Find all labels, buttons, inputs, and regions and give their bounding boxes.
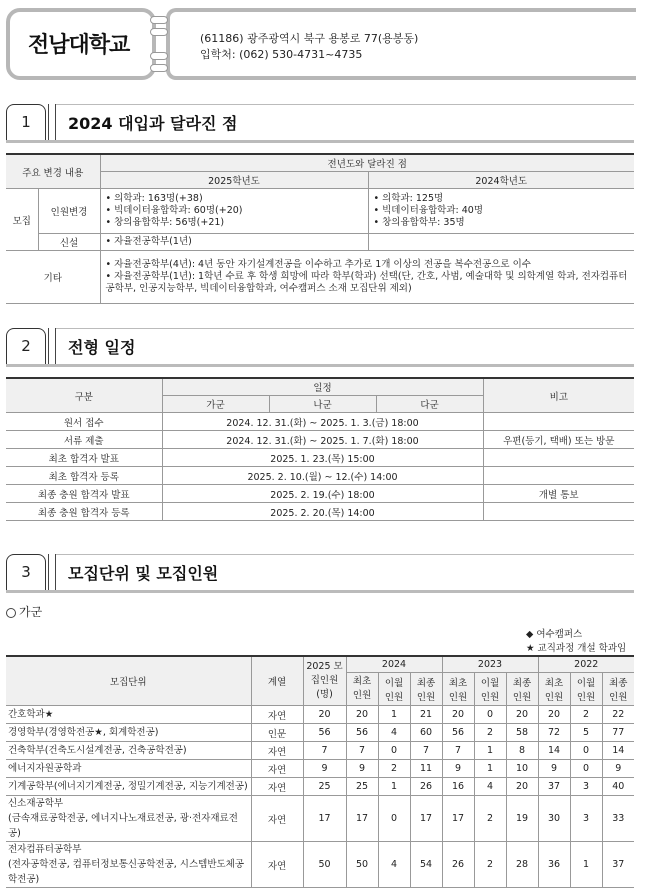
section-1-header [6,104,634,144]
col-da: 다군 [376,396,483,413]
section-rule [56,328,634,329]
value-cell: 20 [538,706,570,724]
value-cell: 11 [410,760,442,778]
table-row [6,485,634,503]
phone-text: 입학처: (062) 530-4731~4735 [200,48,363,61]
subtitle-ga [6,603,42,620]
table-row [6,760,634,778]
col-field: 계열 [251,656,303,706]
col-main-changes: 주요 변경 내용 [6,154,100,189]
col-final: 최종 인원 [410,673,442,706]
list-item: • 빅데이터융합학과: 60명(+20) [106,205,365,217]
value-cell: 56 [346,724,378,742]
row-label: 서류 제출 [6,431,162,449]
value-cell: 26 [442,842,474,888]
value-cell: 54 [410,842,442,888]
section-title: 2024 대입과 달라진 점 [68,114,238,133]
col-category: 구분 [6,378,162,413]
unit-cell [6,796,251,842]
value-cell: 4 [474,778,506,796]
list-item: • 창의융합학부: 56명(+21) [106,217,365,229]
col-unit: 모집단위 [6,656,251,706]
value-cell: 2 [474,842,506,888]
section-rule [56,554,634,555]
value-cell: 2 [474,724,506,742]
section-2-header [6,328,634,368]
value-cell: 17 [410,796,442,842]
col-year: 2023 [442,656,538,673]
value-cell: 5 [570,724,602,742]
row-label-other: 기타 [6,251,100,304]
value-cell: 37 [538,778,570,796]
value-cell: 77 [602,724,634,742]
col-final: 최종 인원 [506,673,538,706]
subtitle-text: 가군 [19,605,43,619]
value-cell: 20 [506,706,538,724]
section-divider [48,328,56,364]
value-cell: 1 [378,778,410,796]
value-cell: 0 [570,742,602,760]
value-cell: 9 [538,760,570,778]
value-cell: 2 [474,796,506,842]
value-cell: 17 [442,796,474,842]
col-carry: 이월 인원 [378,673,410,706]
unit-cell [6,706,251,724]
row-label: 최초 합격자 발표 [6,449,162,467]
field-cell: 인문 [251,724,303,742]
list-item: • 의학과: 125명 [374,193,632,205]
value-cell: 14 [602,742,634,760]
value-cell: 2 [570,706,602,724]
quota-2025-cell: 7 [303,742,346,760]
value-cell: 20 [346,706,378,724]
value-cell: 9 [346,760,378,778]
unit-name: 에너지자원공학과 [8,763,82,774]
col-2025-quota: 2025 모집인원 (명) [303,656,346,706]
list-item: • 자율전공학부(4년): 4년 동안 자기설계전공을 이수하고 추가로 1개 이상의 전공을 복수전공으로 이수 [106,259,632,271]
section-underline [6,590,634,593]
value-cell: 1 [570,842,602,888]
field-cell: 자연 [251,796,303,842]
field-cell: 자연 [251,742,303,760]
list-item: • 의학과: 163명(+38) [106,193,365,205]
unit-cell [6,760,251,778]
value-cell: 7 [410,742,442,760]
value-cell: 1 [474,742,506,760]
col-na: 나군 [269,396,376,413]
section-underline [6,140,634,143]
quota-2025-cell: 20 [303,706,346,724]
value-cell: 14 [538,742,570,760]
value-cell: 58 [506,724,538,742]
section-title: 전형 일정 [68,338,136,357]
value-cell: 0 [474,706,506,724]
unit-name: 기계공학부(에너지기계전공, 정밀기계전공, 지능기계전공) [8,781,248,792]
value-cell: 28 [506,842,538,888]
note-cell [483,449,634,467]
value-cell: 72 [538,724,570,742]
value-cell: 30 [538,796,570,842]
value-cell: 60 [410,724,442,742]
row-label: 최종 충원 합격자 등록 [6,503,162,521]
section-divider [48,554,56,590]
col-carry: 이월 인원 [570,673,602,706]
address-text: (61186) 광주광역시 북구 용봉로 77(용봉동) [200,32,419,45]
value-cell: 7 [442,742,474,760]
value-cell: 8 [506,742,538,760]
col-2025: 2025학년도 [100,172,368,189]
staff-2024-cell [368,189,634,234]
unit-cell [6,778,251,796]
value-cell: 3 [570,796,602,842]
other-cell [100,251,634,304]
schedule-cell: 2024. 12. 31.(화) ~ 2025. 1. 3.(금) 18:00 [162,413,483,431]
table-row [6,467,634,485]
table-row [6,413,634,431]
section-divider [48,104,56,140]
quota-2025-cell: 25 [303,778,346,796]
col-ga: 가군 [162,396,269,413]
university-name: 전남대학교 [28,33,130,58]
col-note: 비고 [483,378,634,413]
col-schedule: 일정 [162,378,483,396]
binder-ring-icon [150,64,168,72]
unit-name: 신소재공학부 [8,798,64,809]
note-cell [483,503,634,521]
field-cell: 자연 [251,760,303,778]
binder-ring-icon [150,28,168,36]
circle-bullet-icon [6,608,16,618]
note-cell: 개별 통보 [483,485,634,503]
unit-sub: (금속재료공학전공, 에너지나노재료전공, 광·전자재료전공) [8,813,238,839]
col-year: 2022 [538,656,634,673]
note-cell: 우편(등기, 택배) 또는 방문 [483,431,634,449]
col-first: 최초 인원 [538,673,570,706]
value-cell: 50 [346,842,378,888]
unit-name: 전자컴퓨터공학부 [8,844,82,855]
table-row [6,503,634,521]
table-row [6,431,634,449]
value-cell: 2 [378,760,410,778]
value-cell: 20 [506,778,538,796]
empty-cell [368,234,634,251]
list-item: • 자율전공학부(1년): 1학년 수료 후 학생 희망에 따라 학부(학과) 선택(단, 간호, 사범, 예술대학 및 의학계열 학과, 전자컴퓨터공학부, 인공지능학부, 빅데이터융합학과, 여수캠퍼스 소재 모집단위 제외) [106,271,632,295]
value-cell: 0 [378,742,410,760]
note-cell [483,467,634,485]
quota-body [6,706,634,888]
unit-name: 경영학부(경영학전공★, 회계학전공) [8,727,159,738]
table-row [6,796,634,842]
value-cell: 1 [378,706,410,724]
col-first: 최초 인원 [442,673,474,706]
schedule-cell: 2025. 2. 20.(목) 14:00 [162,503,483,521]
schedule-cell: 2025. 2. 19.(수) 18:00 [162,485,483,503]
value-cell: 7 [346,742,378,760]
section-underline [6,364,634,367]
section-rule [56,104,634,105]
legend-campus: ◆ 여수캠퍼스 [526,629,583,640]
value-cell: 56 [442,724,474,742]
value-cell: 17 [346,796,378,842]
value-cell: 1 [474,760,506,778]
value-cell: 20 [442,706,474,724]
unit-name: 건축학부(건축도시설계전공, 건축공학전공) [8,745,187,756]
col-2024: 2024학년도 [368,172,634,189]
col-final: 최종 인원 [602,673,634,706]
row-label-staff: 인원변경 [38,189,100,234]
schedule-table [6,377,634,521]
row-label: 최종 충원 합격자 발표 [6,485,162,503]
quota-2025-cell: 9 [303,760,346,778]
quota-table [6,655,634,888]
field-cell: 자연 [251,842,303,888]
value-cell: 22 [602,706,634,724]
value-cell: 36 [538,842,570,888]
section-title: 모집단위 및 모집인원 [68,564,219,583]
value-cell: 37 [602,842,634,888]
section-number: 2 [6,328,46,364]
section-number: 3 [6,554,46,590]
schedule-cell: 2024. 12. 31.(화) ~ 2025. 1. 7.(화) 18:00 [162,431,483,449]
quota-2025-cell: 17 [303,796,346,842]
row-label-new: 신설 [38,234,100,251]
changes-table [6,153,634,304]
col-carry: 이월 인원 [474,673,506,706]
value-cell: 0 [378,796,410,842]
section-number: 1 [6,104,46,140]
value-cell: 9 [602,760,634,778]
table-row [6,706,634,724]
unit-cell [6,742,251,760]
row-label: 최초 합격자 등록 [6,467,162,485]
table-row [6,778,634,796]
list-item: • 자율전공학부(1년) [106,236,365,248]
unit-name: 간호학과★ [8,709,54,720]
value-cell: 19 [506,796,538,842]
list-item: • 창의융합학부: 35명 [374,217,632,229]
table-row [6,724,634,742]
unit-cell [6,724,251,742]
value-cell: 21 [410,706,442,724]
schedule-cell: 2025. 1. 23.(목) 15:00 [162,449,483,467]
value-cell: 40 [602,778,634,796]
list-item: • 빅데이터융합학과: 40명 [374,205,632,217]
value-cell: 26 [410,778,442,796]
value-cell: 33 [602,796,634,842]
value-cell: 0 [570,760,602,778]
row-label: 원서 접수 [6,413,162,431]
value-cell: 10 [506,760,538,778]
value-cell: 4 [378,724,410,742]
field-cell: 자연 [251,778,303,796]
value-cell: 25 [346,778,378,796]
group-label: 모집 [6,189,38,251]
value-cell: 9 [442,760,474,778]
legend-teacher: ★ 교직과정 개설 학과임 [526,643,627,654]
binder-ring-icon [150,52,168,60]
table-row [6,449,634,467]
col-diff: 전년도와 달라진 점 [100,154,634,172]
staff-2025-cell [100,189,368,234]
col-year: 2024 [346,656,442,673]
col-first: 최초 인원 [346,673,378,706]
value-cell: 16 [442,778,474,796]
schedule-cell: 2025. 2. 10.(월) ~ 12.(수) 14:00 [162,467,483,485]
section-3-header [6,554,634,594]
new-2025-cell [100,234,368,251]
table-row [6,742,634,760]
note-cell [483,413,634,431]
quota-2025-cell: 50 [303,842,346,888]
unit-sub: (전자공학전공, 컴퓨터정보통신공학전공, 시스템반도체공학전공) [8,859,245,885]
value-cell: 3 [570,778,602,796]
field-cell: 자연 [251,706,303,724]
binder-ring-icon [150,16,168,24]
quota-2025-cell: 56 [303,724,346,742]
value-cell: 4 [378,842,410,888]
